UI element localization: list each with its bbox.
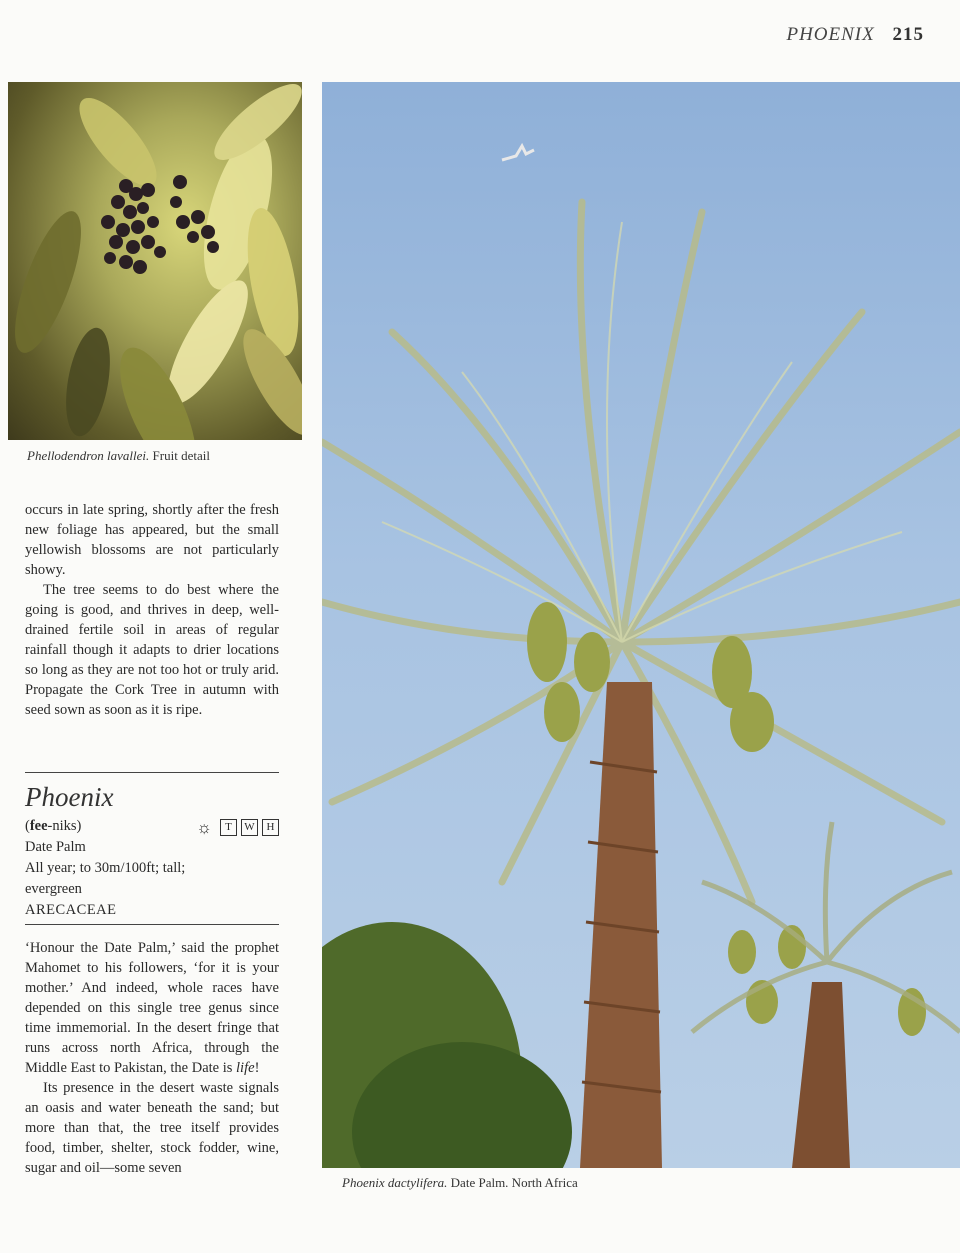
climate-symbols (196, 817, 279, 838)
paragraph (25, 938, 279, 1078)
paragraph: occurs in late spring, shortly after the fresh new foliage has appeared, but the small yellowish blossoms are not particularly showy. (25, 502, 279, 578)
sun-icon: ☼ (196, 818, 212, 837)
caption-species: Phoenix dactylifera. (342, 1175, 448, 1190)
season-line: All year; to 30m/100ft; tall; (25, 860, 186, 876)
zone-h-icon: H (262, 819, 279, 836)
pron-open: ( (25, 818, 30, 834)
fruit-detail-photo (8, 82, 302, 440)
paragraph: Its presence in the desert waste signals an oasis and water beneath the sand; but more than that, the tree itself provides food, timber, shelter, stock fodder, wine, sugar and oil—some seven (25, 1080, 279, 1176)
caption-text: Date Palm. North Africa (450, 1175, 578, 1190)
column1-text (25, 500, 279, 720)
fruit-photo-caption (27, 448, 210, 464)
date-palm-photo (322, 82, 960, 1168)
zone-w-icon: W (241, 819, 258, 836)
entry-top-rule (25, 772, 279, 773)
season-size (25, 858, 279, 900)
paragraph-end: ! (254, 1060, 260, 1076)
entry-bottom-rule (25, 924, 279, 925)
season-line: evergreen (25, 881, 82, 897)
zone-t-icon: T (220, 819, 237, 836)
running-head-title: PHOENIX (786, 24, 875, 45)
caption-text: Fruit detail (152, 448, 210, 463)
genus-heading: Phoenix (25, 782, 114, 812)
pron-stress: fee (29, 818, 48, 834)
running-head (786, 24, 924, 46)
palm-photo-caption (342, 1175, 578, 1191)
common-name: Date Palm (25, 839, 86, 855)
caption-species: Phellodendron lavallei. (27, 448, 150, 463)
paragraph: The tree seems to do best where the going is good, and thrives in deep, well-drained fertile soil in areas of regular rainfall though it adapts to drier locations so long as they are not too hot or truly arid. Propagate the Cork Tree in autumn with seed sown as soon as it is ripe. (25, 582, 279, 718)
emphasis: life (236, 1060, 255, 1076)
pronunciation-line (25, 816, 279, 837)
pron-rest: -niks) (47, 818, 82, 834)
page-number: 215 (892, 24, 924, 45)
paragraph-text: ‘Honour the Date Palm,’ said the prophet Mahomet to his followers, ‘for it is your mother.’ And indeed, whole races have depended on this single tree genus since time immemorial. In the desert fringe that runs across north Africa, through the Middle East to Pakistan, the Date is (25, 940, 279, 1076)
family-name: ARECACEAE (25, 902, 117, 918)
column2-text (25, 938, 279, 1178)
